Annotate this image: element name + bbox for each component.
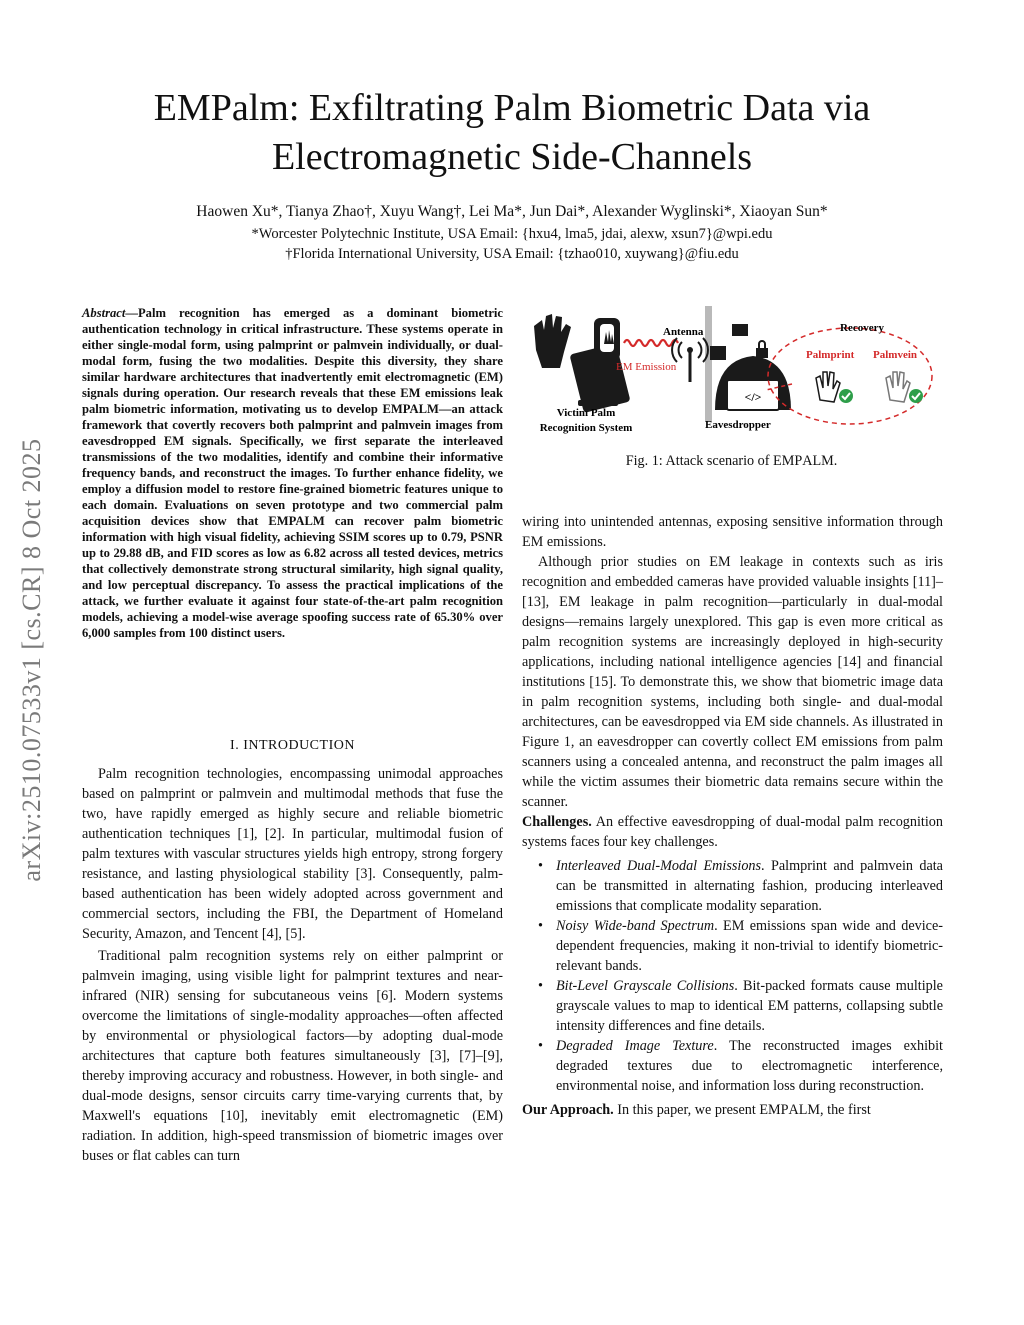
- title-line-1: EMPalm: Exfiltrating Palm Biometric Data via: [153, 87, 871, 129]
- challenge-term: Bit-Level Grayscale Collisions: [556, 978, 735, 994]
- approach-paragraph: [522, 1100, 943, 1120]
- palmvein-check-icon: [909, 389, 923, 403]
- caption-prefix: Fig. 1: Attack scenario of EMP: [625, 453, 803, 469]
- section-heading-introduction: I. INTRODUCTION: [230, 738, 355, 753]
- em-wave-icon: [624, 340, 678, 346]
- hacker-icon: [715, 356, 791, 410]
- challenges-list: [522, 856, 943, 1096]
- intro-paragraph-2: Traditional palm recognition systems rely on either palmprint or palmvein imaging, using visible light for palmprint textures and near-infrared (NIR) sensing for subcutaneous veins [6]. Modern systems overcome the limitations of single-modality approaches—often affected by environmental or physiological factors—by adopting dual-mode architectures that capture both features simultaneously [3], [7]–[9], thereby improving accuracy and robustness. However, in both single- and dual-mode designs, sensor circuits carry time-varying currents that, by Maxwell's equations [10], inevitably emit electromagnetic (EM) radiation. In addition, high-speed transmission of biometric images over buses or flat cables can turn: [82, 948, 503, 1164]
- affiliation-fiu: †Florida International University, USA Email: {tzhao010, xuywang}@fiu.edu: [285, 246, 739, 262]
- palmvein-label: Palmvein: [873, 349, 917, 361]
- challenge-item: [556, 1036, 943, 1096]
- challenges-label: Challenges.: [522, 814, 592, 830]
- abstract: [82, 305, 503, 641]
- palmprint-label: Palmprint: [806, 349, 855, 361]
- palmvein-image-icon: [886, 372, 923, 403]
- document-icon: [732, 324, 748, 336]
- hand-icon: [534, 314, 571, 368]
- palmprint-image-icon: [816, 372, 853, 403]
- recovery-region: [768, 328, 932, 424]
- victim-label-line-2: Recognition System: [539, 422, 633, 434]
- challenge-term: Interleaved Dual-Modal Emissions: [556, 858, 762, 874]
- palmprint-check-icon: [839, 389, 853, 403]
- affiliation-wpi: *Worcester Polytechnic Institute, USA Email: {hxu4, lma5, jdai, alexw, xsun7}@wpi.edu: [251, 226, 773, 242]
- challenge-text: . The reconstructed images exhibit degraded textures due to electromagnetic interference, environmental noise, and information loss during reconstruction.: [556, 1038, 944, 1094]
- challenge-item: [556, 916, 943, 976]
- right-column-body: [522, 512, 943, 1120]
- title-line-2: Electromagnetic Side-Channels: [271, 136, 753, 178]
- caption-smallcaps: ALM: [802, 453, 834, 469]
- arxiv-id: arXiv:2510.07533v1 [cs.CR] 8 Oct 2025: [17, 438, 46, 882]
- caption-suffix: .: [833, 453, 838, 469]
- approach-text-end: , the first: [820, 1102, 871, 1118]
- right-paragraph-1: Although prior studies on EM leakage in contexts such as iris recognition and embedded cameras have provided valuable insights [11]–[13], EM leakage in palm recognition—particularly in dual-modal designs—remains largely unexplored. This gap is even more critical as palm recognition systems are increasingly deployed in high-security applications, including national intelligence agencies [14] and financial institutions [15]. To demonstrate this, we show that biometric image data in palm recognition systems, including both single- and dual-modal architectures, can be eavesdropped via EM side channels. As illustrated in Figure 1, an eavesdropper can covertly collect EM emissions from palm scanners using a concealed antenna, and reconstruct the palm images all while the victim assumes their biometric data remains secure within the scanner.: [522, 554, 943, 810]
- challenge-text: . Palmprint and palmvein data can be transmitted in alternating fashion, producing interleaved emissions that complicate modality separation.: [556, 858, 943, 914]
- challenges-paragraph: [522, 812, 943, 852]
- wall-divider: [705, 306, 712, 422]
- victim-label-line-1: Victim Palm: [556, 407, 616, 419]
- challenge-text: . Bit-packed formats cause multiple grayscale values to map to identical EM patterns, collapsing subtle intensity differences and fine details.: [556, 978, 943, 1034]
- figure-caption: [520, 453, 943, 470]
- challenges-text: An effective eavesdropping of dual-modal palm recognition systems faces four key challenges.: [522, 814, 943, 850]
- challenge-text: . EM emissions span wide and device-dependent frequencies, making it non-trivial to identify biometric-relevant bands.: [556, 918, 943, 974]
- list-icon: [710, 346, 726, 360]
- author-list: Haowen Xu*, Tianya Zhao†, Xuyu Wang†, Lei Ma*, Jun Dai*, Alexander Wyglinski*, Xiaoyan Sun*: [196, 203, 828, 220]
- left-column-body: [82, 764, 503, 1166]
- paper-title: [0, 84, 1024, 182]
- antenna-icon: [672, 338, 708, 382]
- challenge-item: [556, 856, 943, 916]
- arxiv-sidebar-stamp: [14, 380, 50, 940]
- abstract-text: —Palm recognition has emerged as a dominant biometric authentication technology in critical infrastructure. These systems operate in either single-modal form, using palmprint or palmvein individually, or dual-modal form, fusing the two modalities. Despite this diversity, they share similar hardware architectures that inadvertently emit electromagnetic (EM) signals during operation. Our research reveals that these EM emissions leak palm biometric information, motivating us to develop EMPALM—an attack framework that covertly recovers both palmprint and palmvein images from eavesdropped EM signals. Specifically, we first separate the interleaved transmissions of the two modalities, identify and combine their informative frequency bands, and reconstruct the images. To further enhance fidelity, we employ a diffusion model to restore fine-grained biometric features unique to each domain. Evaluations on seven prototype and two commercial palm acquisition devices show that EMPALM can recover palm biometric information with high visual fidelity, achieving SSIM scores up to 0.79, PSNR up to 29.88 dB, and FID scores as low as 6.82 across all tested devices, metrics that collectively demonstrate strong structural similarity, high signal quality, and low perceptual discrepancy. To assess the practical implications of the attack, we further evaluate it against four state-of-the-art palm recognition models, achieving a model-wise average spoofing success rate of 65.30% over 6,000 samples from 100 distinct users.: [82, 306, 503, 640]
- intro-paragraph-1: Palm recognition technologies, encompassing unimodal approaches based on palmprint or palmvein and multimodal methods that fuse the two, have rapidly emerged as highly secure and reliable biometric authentication techniques [1], [2]. In particular, multimodal fusion of palm textures with vascular structures yields high entropy, strong forgery resistance, and lasting physiological stability [3]. Consequently, palm-based authentication has been widely adopted across government and commercial sectors, including the FBI, the Department of Homeland Security, Amazon, and Tencent [4], [5].: [82, 766, 503, 942]
- em-emission-label: EM Emission: [616, 361, 677, 373]
- antenna-label: Antenna: [663, 326, 704, 338]
- approach-text: In this paper, we present EMP: [613, 1102, 789, 1118]
- challenge-item: [556, 976, 943, 1036]
- approach-label: Our Approach.: [522, 1102, 614, 1118]
- lock-icon: [756, 348, 768, 358]
- challenge-term: Degraded Image Texture: [556, 1038, 714, 1054]
- challenge-term: Noisy Wide-band Spectrum: [556, 918, 715, 934]
- abstract-label: Abstract: [82, 306, 126, 320]
- code-glyph: </>: [744, 390, 762, 404]
- right-paragraph-continued: wiring into unintended antennas, exposing sensitive information through EM emissions.: [522, 514, 943, 550]
- recovery-label: Recovery: [840, 322, 884, 334]
- eavesdropper-label: Eavesdropper: [705, 419, 771, 431]
- approach-smallcaps: ALM: [788, 1102, 821, 1118]
- attack-scenario-figure: [520, 300, 944, 444]
